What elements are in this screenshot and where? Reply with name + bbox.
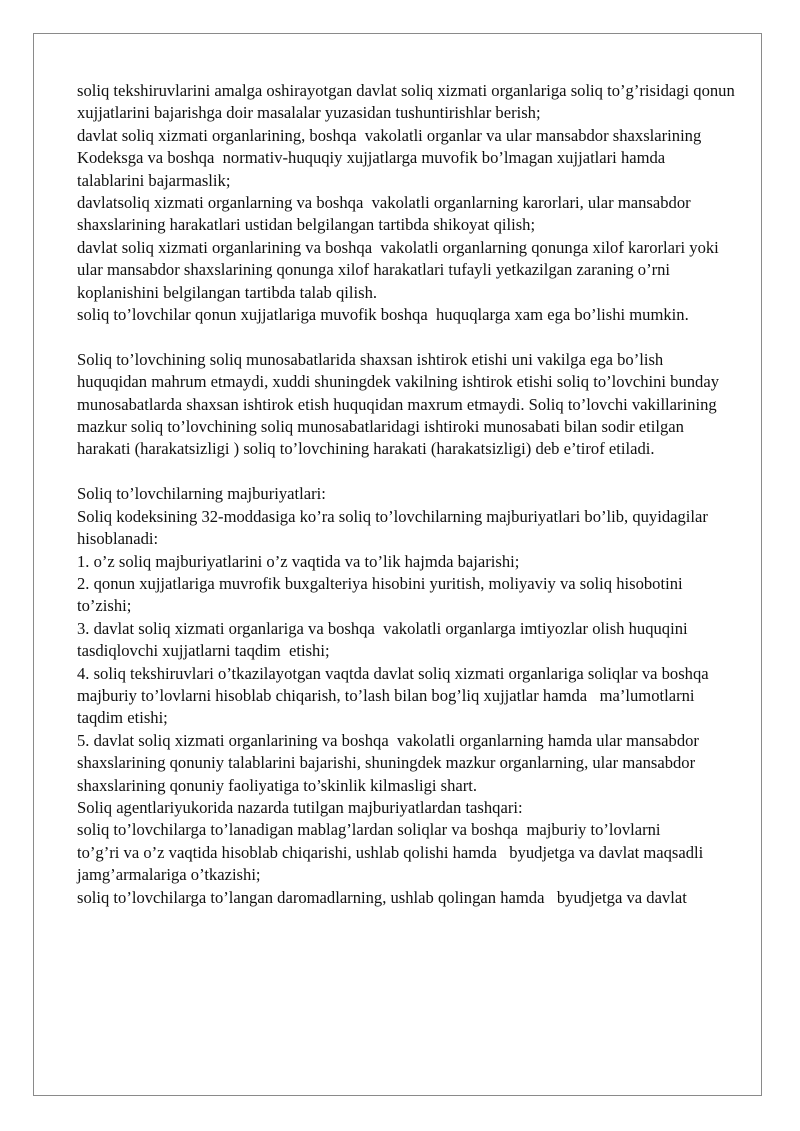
document-page — [33, 33, 762, 1096]
paragraph: soliq to’lovchilarga to’lanadigan mablag’lardan soliqlar va boshqa majburiy to’lovlarni — [77, 820, 661, 840]
list-item: 2. qonun xujjatlariga muvrofik buxgalteriya hisobini yuritish, moliyaviy va soliq hisobotini to’zishi; — [77, 573, 687, 616]
list-item: 3. davlat soliq xizmati organlariga va boshqa vakolatli organlarga imtiyozlar olish huquqini tasdiqlovchi xujjatlarni taqdim etishi; — [77, 618, 692, 661]
paragraph: soliq to’lovchilar qonun xujjatlariga muvofik boshqa huquqlarga xam ega bo’lishi mumkin. — [77, 305, 689, 325]
paragraph: soliq to’lovchilarga to’langan daromadlarning, ushlab qolingan hamda byudjetga va davlat — [77, 887, 687, 907]
paragraph: Soliq kodeksining 32-moddasiga ko’ra soliq to’lovchilarning majburiyatlari bo’lib, quyidagilar hisoblanadi: — [77, 506, 713, 549]
paragraph: davlat soliq xizmati organlarining, boshqa vakolatli organlar va ular mansabdor shaxslarining Kodeksga va boshqa normativ-huquqiy xujjatlarga muvofik bo’lmagan xujjatlari hamda talablarini bajarmaslik; — [77, 125, 706, 190]
list-item: 1. o’z soliq majburiyatlarini o’z vaqtida va to’lik hajmda bajarishi; — [77, 551, 520, 571]
paragraph: to’g’ri va o’z vaqtida hisoblab chiqarishi, ushlab qolishi hamda byudjetga va davlat maqsadli jamg’armalariga o’tkazishi; — [77, 842, 708, 885]
paragraph: davlat soliq xizmati organlarining va boshqa vakolatli organlarning qonunga xilof karorlari yoki ular mansabdor shaxslarining qonunga xilof harakatlari tufayli yetkazilgan zaraning o’rni koplanishini belgilangan tartibda talab qilish. — [77, 237, 723, 302]
document-body — [77, 80, 737, 909]
paragraph-spacer — [77, 326, 737, 348]
list-item: 5. davlat soliq xizmati organlarining va boshqa vakolatli organlarning hamda ular mansabdor shaxslarining qonuniy talablarini bajarishi, shuningdek mazkur organlarning, ular mansabdor shaxslarining qonuniy faoliyatiga to’skinlik kilmasligi shart. — [77, 730, 704, 795]
list-item: 4. soliq tekshiruvlari o’tkazilayotgan vaqtda davlat soliq xizmati organlariga soliqlar va boshqa majburiy to’lovlarni hisoblab chiqarish, to’lash bilan bog’liq xujjatlar hamda ma’lumotlarni taqdim etishi; — [77, 663, 717, 728]
paragraph: Soliq agentlariyukorida nazarda tutilgan majburiyatlardan tashqari: — [77, 797, 523, 817]
section-heading: Soliq to’lovchilarning majburiyatlari: — [77, 484, 326, 504]
paragraph: Soliq to’lovchining soliq munosabatlarida shaxsan ishtirok etishi uni vakilga ega bo’lish huquqidan mahrum etmaydi, xuddi shuningdek vakilning ishtirok etishi soliq to’lovchini bunday munosabatlarda shaxsan ishtirok etish huquqidan maxrum etmaydi. Soliq to’lovchi vakillarining mazkur soliq to’lovchining soliq munosabatlaridagi ishtiroki munosabati bilan sodir etilgan harakati (harakatsizligi ) soliq to’lovchining harakati (harakatsizligi) deb e’tirof etiladi. — [77, 349, 724, 459]
paragraph-spacer — [77, 461, 737, 483]
paragraph: soliq tekshiruvlarini amalga oshirayotgan davlat soliq xizmati organlariga soliq to’g’risidagi qonun xujjatlarini bajarishga doir masalalar yuzasidan tushuntirishlar berish; — [77, 81, 739, 123]
paragraph: davlatsoliq xizmati organlarning va boshqa vakolatli organlarning karorlari, ular mansabdor shaxslarining harakatlari ustidan belgilangan tartibda shikoyat qilish; — [77, 193, 695, 235]
